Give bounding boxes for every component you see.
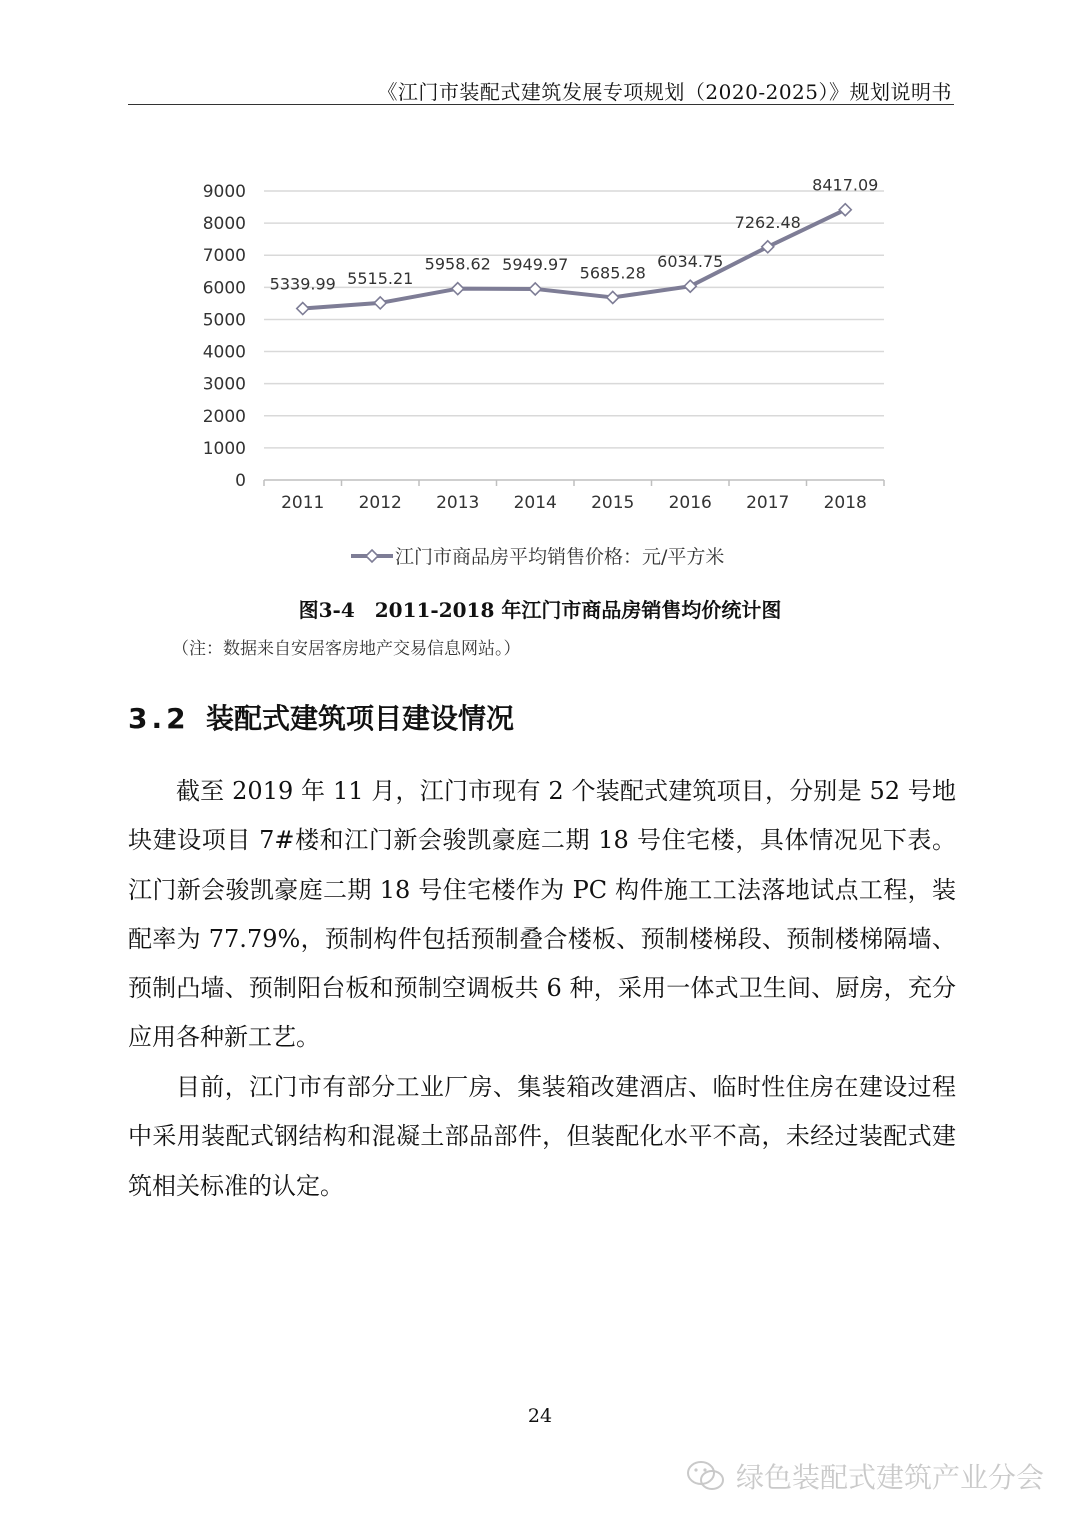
data-point-marker	[374, 297, 386, 309]
figure-caption: 图3-4 2011-2018 年江门市商品房销售均价统计图	[298, 598, 782, 622]
y-tick-label: 0	[235, 471, 246, 491]
page-number: 24	[527, 1405, 553, 1427]
legend-marker-swatch	[366, 550, 378, 562]
watermark-text: 绿色装配式建筑产业分会	[735, 1461, 1044, 1494]
x-tick-label: 2012	[358, 493, 402, 513]
data-point-marker	[452, 283, 464, 295]
data-label: 5949.97	[502, 254, 569, 274]
section-heading	[128, 697, 514, 737]
watermark	[686, 1456, 1044, 1496]
paragraph-1: 截至 2019 年 11 月，江门市现有 2 个装配式建筑项目，分别是 52 号地块建设项目 7#楼和江门新会骏凯豪庭二期 18 号住宅楼，具体情况见下表。江门新会骏凯豪庭二期 18 号住宅楼作为 PC 构件施工工法落地试点工程，装配率为 77.79%，预制构件包括预制叠合楼板、预制楼梯段、预制楼梯隔墙、预制凸墙、预制阳台板和预制空调板共 6 种，采用一体式卫生间、厨房，充分应用各种新工艺。	[128, 777, 956, 1052]
x-tick-label: 2011	[281, 493, 325, 513]
data-label: 5685.28	[579, 263, 646, 283]
x-tick-label: 2013	[436, 493, 480, 513]
data-label: 7262.48	[734, 212, 801, 232]
y-tick-label: 8000	[202, 214, 246, 235]
price-line-chart	[190, 165, 910, 585]
data-point-marker	[297, 303, 309, 315]
section-title: 装配式建筑项目建设情况	[206, 702, 515, 735]
figure-note: （注：数据来自安居客房地产交易信息网站。）	[172, 639, 521, 659]
y-tick-label: 4000	[202, 342, 246, 363]
x-tick-label: 2016	[668, 493, 712, 513]
data-point-marker	[529, 283, 541, 295]
data-label: 6034.75	[657, 252, 724, 272]
y-tick-label: 9000	[202, 182, 246, 202]
data-label: 5339.99	[269, 274, 336, 294]
x-tick-label: 2015	[591, 493, 635, 513]
y-tick-label: 7000	[202, 246, 246, 267]
y-tick-label: 5000	[202, 310, 246, 331]
paragraph-2: 目前，江门市有部分工业厂房、集装箱改建酒店、临时性住房在建设过程中采用装配式钢结构和混凝土部品部件，但装配化水平不高，未经过装配式建筑相关标准的认定。	[128, 1073, 956, 1200]
x-tick-label: 2014	[513, 493, 557, 513]
legend-label: 江门市商品房平均销售价格：元/平方米	[395, 546, 725, 568]
y-tick-label: 6000	[202, 278, 246, 299]
data-label: 5515.21	[347, 268, 414, 288]
y-tick-label: 2000	[202, 406, 246, 427]
header-rule	[128, 104, 954, 105]
section-number: 3.2	[128, 702, 190, 735]
x-tick-label: 2018	[823, 493, 867, 513]
data-label: 8417.09	[812, 175, 879, 195]
data-point-marker	[607, 291, 619, 303]
y-tick-label: 3000	[202, 374, 246, 395]
y-tick-label: 1000	[202, 438, 246, 459]
wechat-icon	[686, 1459, 726, 1493]
running-header: 《江门市装配式建筑发展专项规划（2020-2025）》规划说明书	[377, 80, 952, 104]
x-tick-label: 2017	[746, 493, 790, 513]
data-label: 5958.62	[424, 254, 491, 274]
